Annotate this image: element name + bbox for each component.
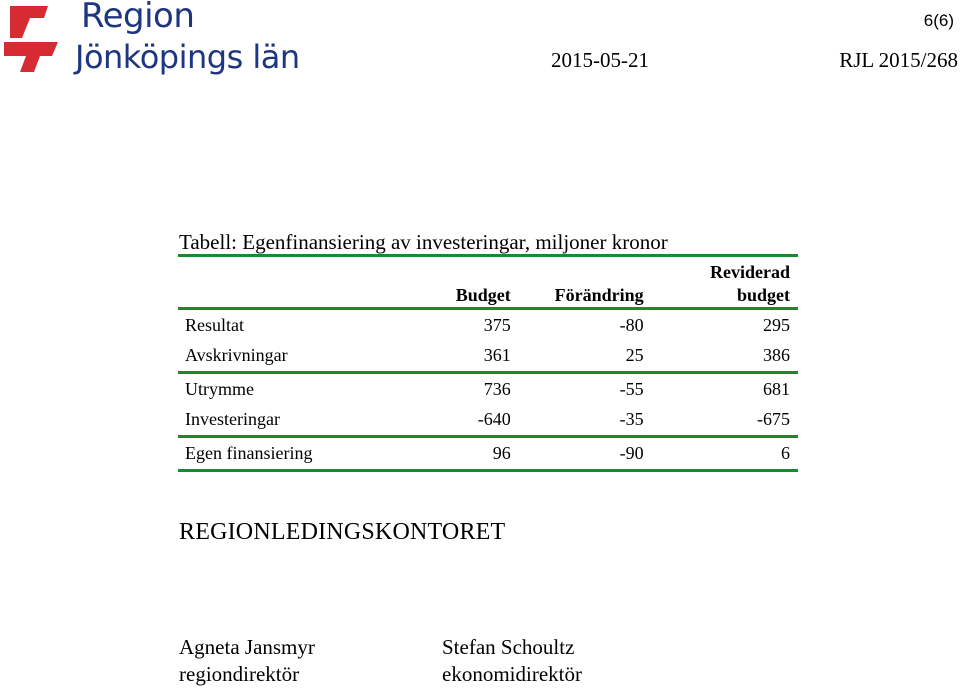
organization-name: REGIONLEDINGSKONTORET bbox=[179, 519, 506, 545]
row-label: Utrymme bbox=[185, 378, 254, 399]
logo-text-line2: Jönköpings län bbox=[75, 38, 300, 76]
column-header-change: Förändring bbox=[511, 256, 644, 309]
signatory-name: Agneta Jansmyr bbox=[179, 635, 315, 659]
logo-text-line1: Region bbox=[81, 0, 195, 36]
table-row bbox=[178, 405, 798, 437]
cell-budget: -640 bbox=[417, 405, 511, 437]
table-row bbox=[178, 309, 798, 341]
signatory-block bbox=[179, 634, 315, 688]
cell-change: -90 bbox=[511, 437, 644, 471]
region-logo bbox=[0, 0, 310, 80]
table-row bbox=[178, 437, 798, 471]
column-header-budget: Budget bbox=[417, 256, 511, 309]
column-header-label bbox=[178, 256, 417, 309]
page-number: 6(6) bbox=[923, 11, 954, 30]
column-header-revised-line1: Reviderad bbox=[710, 262, 790, 282]
cell-budget: 736 bbox=[483, 378, 511, 399]
signatory-title: regiondirektör bbox=[179, 662, 300, 686]
cell-revised: -675 bbox=[644, 405, 798, 437]
cell-revised: 386 bbox=[644, 341, 798, 373]
document-reference: RJL 2015/268 bbox=[839, 48, 958, 72]
cell-revised: 6 bbox=[644, 437, 798, 471]
cell-change: -55 bbox=[619, 378, 644, 399]
row-label: Investeringar bbox=[178, 405, 417, 437]
signatory-block bbox=[442, 634, 582, 688]
table-row bbox=[178, 373, 798, 405]
financing-table bbox=[178, 254, 798, 472]
table-row bbox=[178, 341, 798, 373]
column-header-revised bbox=[644, 256, 798, 309]
row-label: Resultat bbox=[185, 314, 244, 335]
row-label: Egen finansiering bbox=[178, 437, 417, 471]
row-label: Avskrivningar bbox=[178, 341, 417, 373]
document-date: 2015-05-21 bbox=[551, 48, 649, 72]
cell-revised: 681 bbox=[763, 378, 790, 399]
region-logo-mark-icon bbox=[0, 2, 72, 74]
cell-budget: 361 bbox=[417, 341, 511, 373]
table-header-row bbox=[178, 256, 798, 309]
cell-revised: 295 bbox=[763, 314, 790, 335]
column-header-revised-line2: budget bbox=[736, 285, 790, 305]
cell-change: 25 bbox=[511, 341, 644, 373]
cell-budget: 375 bbox=[483, 314, 511, 335]
signatory-name: Stefan Schoultz bbox=[442, 635, 575, 659]
cell-change: -80 bbox=[619, 314, 644, 335]
cell-budget: 96 bbox=[417, 437, 511, 471]
signatory-title: ekonomidirektör bbox=[442, 662, 582, 686]
cell-change: -35 bbox=[511, 405, 644, 437]
table-caption: Tabell: Egenfinansiering av investeringar, miljoner kronor bbox=[179, 230, 668, 254]
